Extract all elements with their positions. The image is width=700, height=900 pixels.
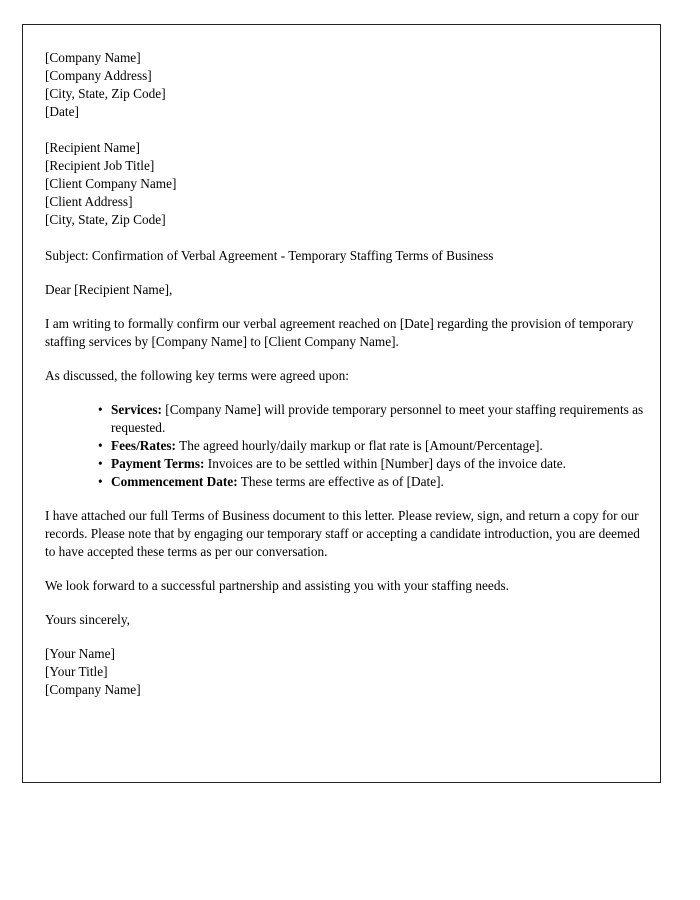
recipient-address-line: [Recipient Job Title] (45, 158, 155, 173)
list-item (98, 473, 651, 491)
sender-address-line: [City, State, Zip Code] (45, 86, 166, 101)
recipient-address-line: [Client Address] (45, 194, 133, 209)
recipient-address-line: [Recipient Name] (45, 140, 140, 155)
signature-title: [Your Title] (45, 664, 108, 679)
term-text: These terms are effective as of [Date]. (237, 474, 444, 489)
sender-address-line: [Company Name] (45, 50, 141, 65)
term-label: Payment Terms: (111, 456, 205, 471)
term-label: Commencement Date: (111, 474, 238, 489)
term-text: The agreed hourly/daily markup or flat rate is [Amount/Percentage]. (175, 438, 543, 453)
signature-block (45, 645, 651, 699)
term-label: Services: (111, 402, 162, 417)
attachment-paragraph: I have attached our full Terms of Business document to this letter. Please review, sign, and return a copy for our records. Please note that by engaging our temporary staff or accepting a candidate introduction, you are deemed to have accepted these terms as per our conversation. (45, 508, 640, 559)
list-lead-in-paragraph: As discussed, the following key terms were agreed upon: (45, 368, 349, 383)
list-item (98, 401, 651, 437)
sender-date-line: [Date] (45, 104, 79, 119)
letter-content (23, 25, 660, 699)
term-label: Fees/Rates: (111, 438, 176, 453)
recipient-address-line: [Client Company Name] (45, 176, 177, 191)
signature-name: [Your Name] (45, 646, 115, 661)
salutation: Dear [Recipient Name], (45, 282, 173, 297)
key-terms-list (45, 401, 651, 491)
list-item (98, 455, 651, 473)
list-item (98, 437, 651, 455)
closing-statement-paragraph: We look forward to a successful partnership and assisting you with your staffing needs. (45, 578, 509, 593)
signature-company: [Company Name] (45, 682, 141, 697)
letter-page (22, 24, 661, 783)
intro-paragraph: I am writing to formally confirm our verbal agreement reached on [Date] regarding the provision of temporary staffing services by [Company Name] to [Client Company Name]. (45, 316, 634, 349)
sender-address-block (45, 49, 651, 121)
term-text: Invoices are to be settled within [Number] days of the invoice date. (204, 456, 566, 471)
term-text: [Company Name] will provide temporary personnel to meet your staffing requirements as requested. (111, 402, 644, 435)
valediction: Yours sincerely, (45, 612, 130, 627)
recipient-address-line: [City, State, Zip Code] (45, 212, 166, 227)
recipient-address-block (45, 139, 651, 229)
subject-line: Subject: Confirmation of Verbal Agreement - Temporary Staffing Terms of Business (45, 248, 494, 263)
sender-address-line: [Company Address] (45, 68, 152, 83)
